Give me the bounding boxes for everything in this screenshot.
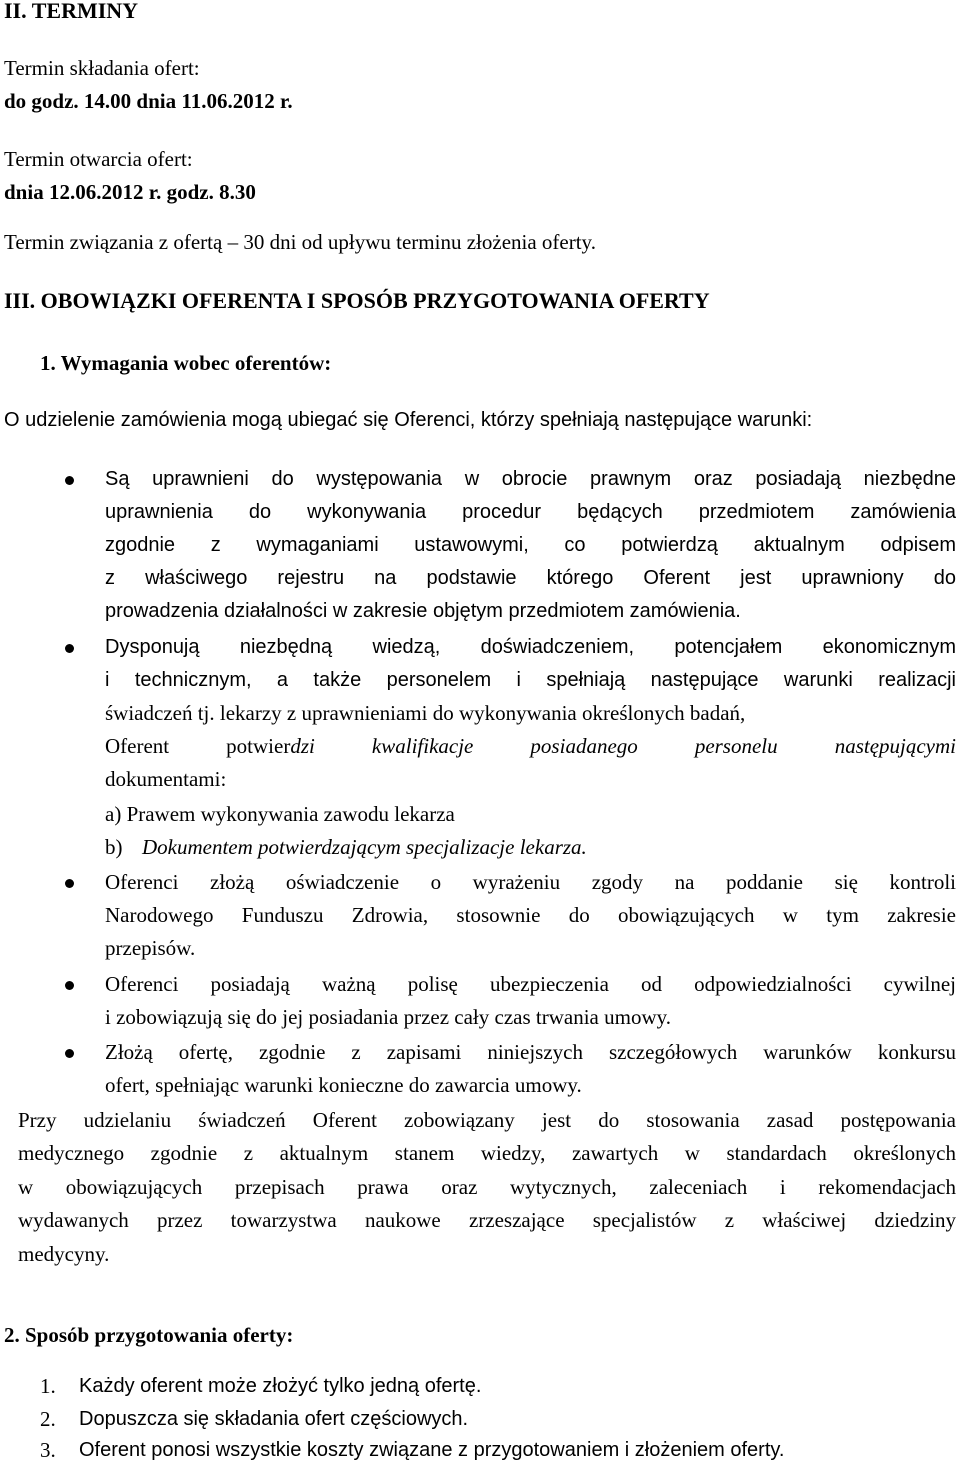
bullet-3-line: przepisów. [105,936,196,960]
bullet-4-line: Oferenci posiadają ważną polisę ubezpieczenia od odpowiedzialności cywilnej [105,972,956,996]
preparation-item-text: Dopuszcza się składania ofert częściowych. [79,1408,469,1430]
bullet-3-marker [65,879,74,888]
bullet-3-line: Narodowego Funduszu Zdrowia, stosownie do obowiązujących w tym zakresie [105,903,956,927]
bullet-1-line: zgodnie z wymaganiami ustawowymi, co potwierdzą aktualnym odpisem [105,534,956,556]
closing-paragraph-line: w obowiązujących przepisach prawa oraz wytycznych, zaleceniach i rekomendacjach [18,1175,956,1199]
bullet-4-marker [65,981,74,990]
preparation-item-number: 2. [40,1407,56,1431]
document-item-b-marker: b) [105,835,123,859]
requirements-heading: 1. Wymagania wobec oferentów: [40,351,332,375]
bullet-2-line: i technicznym, a także personelem i spełniają następujące warunki realizacji [105,669,956,691]
preparation-heading: 2. Sposób przygotowania oferty: [4,1323,294,1347]
preparation-item-number: 1. [40,1374,56,1398]
bullet-2-line-qualifications [105,730,956,763]
preparation-item-number: 3. [40,1438,56,1462]
document-item-a: a) Prawem wykonywania zawodu lekarza [105,802,455,826]
bullet-3-line: Oferenci złożą oświadczenie o wyrażeniu zgody na poddanie się kontroli [105,870,956,894]
qualifications-regular: Oferent potwier [105,734,291,758]
bullet-5-marker [65,1049,74,1058]
bullet-1-line: z właściwego rejestru na podstawie którego Oferent jest uprawniony do [105,567,956,589]
closing-paragraph-line: wydawanych przez towarzystwa naukowe zrzeszające specjalistów z właściwej dziedziny [18,1208,956,1232]
bullet-1-line: prowadzenia działalności w zakresie objętym przedmiotem zamówienia. [105,600,741,622]
bullet-5-line: ofert, spełniając warunki konieczne do zawarcia umowy. [105,1073,582,1097]
bullet-2-line: dokumentami: [105,767,227,791]
bullet-1-line: Są uprawnieni do występowania w obrocie prawnym oraz posiadają niezbędne [105,468,956,490]
bullet-4-line: i zobowiązują się do jej posiadania przez cały czas trwania umowy. [105,1005,671,1029]
opening-value: dnia 12.06.2012 r. godz. 8.30 [4,180,256,204]
requirements-intro: O udzielenie zamówienia mogą ubiegać się Oferenci, którzy spełniają następujące warunki: [4,409,813,431]
offer-deadline-label: Termin składania ofert: [4,56,200,80]
bullet-1-marker [65,476,74,485]
opening-label: Termin otwarcia ofert: [4,147,193,171]
section-ii-heading: II. TERMINY [4,0,139,23]
closing-paragraph-line: medycznego zgodnie z aktualnym stanem wiedzy, zawartych w standardach określonych [18,1141,956,1165]
document-item-b: Dokumentem potwierdzającym specjalizacje lekarza. [142,835,587,859]
section-iii-heading: III. OBOWIĄZKI OFERENTA I SPOSÓB PRZYGOTOWANIA OFERTY [4,288,710,313]
bullet-1-line: uprawnienia do wykonywania procedur będących przedmiotem zamówienia [105,501,956,523]
offer-deadline-value: do godz. 14.00 dnia 11.06.2012 r. [4,89,293,113]
closing-paragraph-line: Przy udzielaniu świadczeń Oferent zobowiązany jest do stosowania zasad postępowania [18,1108,956,1132]
preparation-item-text: Oferent ponosi wszystkie koszty związane z przygotowaniem i złożeniem oferty. [79,1439,785,1461]
qualifications-italic: dzi kwalifikacje posiadanego personelu następującymi [290,734,957,758]
bullet-2-line: Dysponują niezbędną wiedzą, doświadczeniem, potencjałem ekonomicznym [105,636,956,658]
preparation-item-text: Każdy oferent może złożyć tylko jedną ofertę. [79,1375,482,1397]
binding-period: Termin związania z ofertą – 30 dni od upływu terminu złożenia oferty. [4,230,596,254]
bullet-5-line: Złożą ofertę, zgodnie z zapisami niniejszych szczegółowych warunków konkursu [105,1040,956,1064]
bullet-2-line: świadczeń tj. lekarzy z uprawnieniami do wykonywania określonych badań, [105,701,746,725]
closing-paragraph-line: medycyny. [18,1242,110,1266]
bullet-2-marker [65,644,74,653]
